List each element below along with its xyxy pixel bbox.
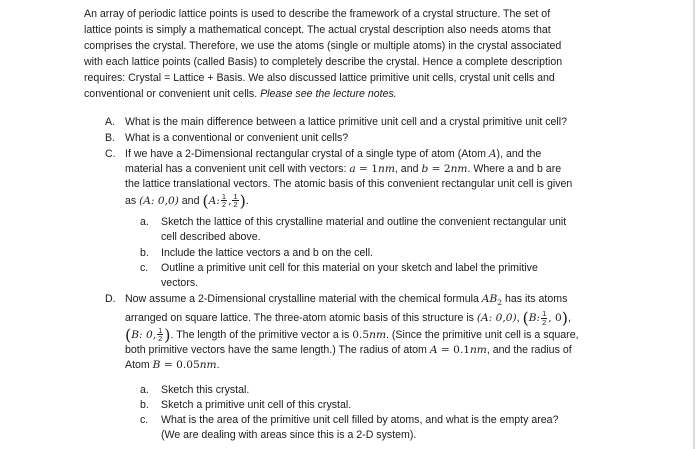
- sub-text: Outline a primitive unit cell for this material on your sketch and label the primitive vectors.: [161, 262, 538, 289]
- fraction-half: $\frac{1}{2}$: [233, 191, 238, 210]
- question-marker: A.: [105, 116, 116, 128]
- intro-paragraph: [84, 6, 654, 103]
- page-edge-divider: [693, 0, 695, 449]
- question-c-sub-b: [140, 246, 640, 261]
- sub-marker: c.: [140, 414, 149, 426]
- intro-line: with each lattice points (called Basis) to completely describe the crystal. Hence a complete description: [84, 56, 563, 69]
- intro-line: comprises the crystal. Therefore, we use the atoms (single or multiple atoms) in the crystal associated: [84, 40, 562, 53]
- question-c: [105, 147, 650, 209]
- question-d-sub-c: [140, 413, 640, 443]
- basis-atom-a: (A: 0,0): [476, 312, 517, 325]
- intro-line: requires: Crystal = Lattice + Basis. We also discussed lattice primitive unit cells, crystal unit cells and: [84, 72, 555, 85]
- question-text: What is the main difference between a lattice primitive unit cell and a crystal primitive unit cell?: [125, 116, 567, 128]
- question-marker: B.: [105, 132, 116, 144]
- sub-marker: a.: [140, 216, 149, 228]
- fraction-half: $\frac{1}{2}$: [158, 325, 163, 343]
- intro-line: An array of periodic lattice points is used to describe the framework of a crystal structure. The set of: [84, 8, 551, 20]
- intro-line: conventional or convenient unit cells.: [84, 88, 261, 101]
- fraction-half: $\frac{1}{2}$: [221, 191, 227, 210]
- question-text: Now assume a 2-Dimensional crystalline material with the chemical formula $AB_2$ has its atoms arranged on square lattice. The three-atom atomic basis of this structure is (A: 0,0), (B: $\frac{1}{2}$ , 0), (B: 0, $\frac{1}{2}$ ). The length of the primitive vector a is 0.5nm. (Since the primitive unit cell is a square, both primitive vectors have the same length.) The radius of atom A = 0.1nm, and the radius of Atom B = 0.05nm.: [125, 293, 579, 371]
- sub-marker: a.: [140, 384, 149, 396]
- question-a: [105, 115, 650, 130]
- fraction-half: $\frac{1}{2}$: [542, 309, 547, 327]
- sub-marker: c.: [140, 262, 149, 274]
- question-text: If we have a 2-Dimensional rectangular crystal of a single type of atom (Atom A), and the material has a convenient unit cell with vectors: a = 1nm, and b = 2nm. Where a and b are the lattice translational vectors. The atomic basis of this convenient rectangular unit cell is given as (A: 0,0) and (A: $\frac{1}{2}$ , $\frac{1}{2}$ ).: [125, 148, 573, 210]
- intro-line: lattice points is simply a mathematical concept. The actual crystal description also needs atoms that: [84, 24, 551, 37]
- intro-note: Please see the lecture notes.: [260, 88, 397, 101]
- question-d: [105, 292, 650, 373]
- basis-atom-a: (A: 0,0): [139, 194, 179, 207]
- sub-marker: b.: [140, 247, 149, 259]
- sub-marker: b.: [140, 399, 149, 411]
- question-d-sub-a: [140, 383, 640, 398]
- question-c-sub-c: [140, 261, 640, 291]
- question-b: [105, 131, 650, 146]
- sub-text: Include the lattice vectors a and b on the cell.: [161, 247, 374, 259]
- question-marker: C.: [105, 148, 116, 160]
- sub-text: Sketch a primitive unit cell of this crystal.: [161, 399, 352, 411]
- sub-text: What is the area of the primitive unit cell filled by atoms, and what is the empty area? (We are dealing with areas since this is a 2-D system).: [161, 414, 559, 441]
- question-c-sub-a: [140, 215, 640, 245]
- question-marker: D.: [105, 293, 116, 305]
- sub-text: Sketch the lattice of this crystalline material and outline the convenient rectangular unit cell described above.: [161, 216, 567, 243]
- sub-text: Sketch this crystal.: [161, 384, 250, 396]
- question-text: What is a conventional or convenient unit cells?: [125, 132, 349, 144]
- question-d-sub-b: [140, 398, 640, 413]
